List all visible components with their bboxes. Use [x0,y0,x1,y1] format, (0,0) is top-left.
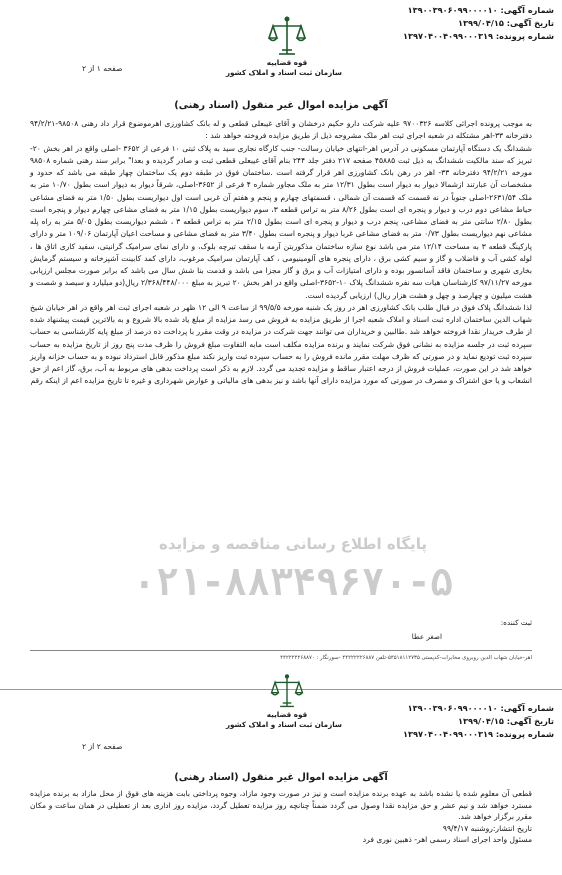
scales-emblem-icon [269,672,305,710]
notice-page-2 [0,700,562,875]
notice-header [403,702,554,741]
registrar-label: ثبت کننده: [500,618,532,627]
notice-paragraph: به موجب پرونده اجرائی کلاسه ۹۷۰۰۳۲۶ علیه شرکت دارو حکیم درخشان و آقای غیبعلی قطعی و له بانک کشاورزی اهرموضوع قرار داد رهنی ۹۸۵۰۸-۹۴/۲/۲۱ دفترخانه ۳۳-اهر مشتکله در شعبه اجرای ثبت اهر ملک مشروحه ذیل از طریق مزایده فروخته خواهد شد : [30,119,532,141]
notice-number: شماره آگهی: ۱۳۹۰۰۳۹۰۶۰۹۹۰۰۰۰۱۰ [407,703,554,713]
page-number: صفحه ۱ از ۲ [82,64,123,73]
file-number: شماره پرونده: ۱۳۹۷۰۴۰۰۴۰۹۹۰۰۰۳۱۹ [403,31,554,41]
org-name-line2: سازمان ثبت اسناد و املاک کشور [225,68,342,77]
notice-paragraph: قطعی آن معلوم شده یا نشده باشد به عهده برنده مزایده است و نیز در صورت وجود مازاد، وجوه پرداختی بابت هزینه های فوق از محل مازاد به برنده مزایده مسترد خواهد شد و نیم عشر و حق مزایده نقدا وصول می گردد ضمناً چنانچه روز مزایده تعطیل گردد، مزایده روز اداری بعد از تعطیلی در همان ساعت و مکان مقرر برگزار خواهد شد. [30,789,532,821]
notice-number: شماره آگهی: ۱۳۹۰۰۳۹۰۶۰۹۹۰۰۰۰۱۰ [407,5,554,15]
page-number: صفحه ۲ از ۲ [82,742,123,751]
notice-date: تاریخ آگهی: ۱۳۹۹/۰۴/۱۵ [457,716,554,726]
judiciary-logo [225,672,342,730]
publish-date: تاریخ انتشار:روشنبه ۹۹/۴/۱۷ [442,823,532,833]
notice-body [30,118,532,388]
scales-emblem-icon [266,14,308,58]
watermark-site-name: پایگاه اطلاع رسانی مناقصه و مزایده [159,535,427,553]
org-name-line1: قوه قضاییه [266,58,308,67]
notice-paragraph: ششدانگ یک دستگاه آپارتمان مسکونی در آدرس اهر-انتهای خیابان رسالت- جنب کارگاه نجاری سید به پلاک ثبتی ۱۰ فرعی از ۳۶۵۲ -اصلی واقع در اهر بخش ۲۰- تبریز که سند مالکیت ششدانگ به ذیل ثبت ۴۵۸۸۵ صفحه ۲۱۷ دفتر جلد ۲۴۴ بنام آقای غیبعلی قطعی ثبت و صادر گردیده و بعدا" برابر سند رهنی شماره ۹۸۵۰۸ مورخه ۹۴/۲/۲۱ دفترخانه ۳۳- اهر در رهن بانک کشاورزی اهر قرار گرفته است .ساختمان فوق در طبقه دوم یک ساختمان چهار طبقه می باشد که حدود و مشخصات آن عبارتند ازشمالا دیوار به دیوار است بطول ۱۲/۳۱ متر به ملک مجاور شماره ۴ فرعی از ۳۶۵۲-اصلی، شرقاً دیوار به دیوار است بطول ۱۰/۷۰ متر به ملک ۲۶۳۱/۵۴-اصلی جنوباً در نه قسمت که قسمت آن شمالی ، قسمتهای چهارم و پنجم و هفتم آن غربی است اول دیواریست بطول ۱/۵۰ متر به فضای مشاعی حیاط مشاعی دوم درب و دیوار و پنجره ای است بطول ۸/۲۶ متر به تراس قطعه ۳، سوم دیواریست بطول ۱/۱۵ متر به فضای مشاعی چهارم دیوار و پنجره است بطول ۲/۸۰ سانتی متر به فضای مشاعی، پنجم درب و دیوار و پنجره ای است بطول ۲/۱۵ متر به تراس قطعه ۳ ، ششم دیواریست بطول ۵/۰۵ متر به راه پله مشاعی نهم دیواریست بطول ۰/۷۳ متر به فضای مشاعی غربا دیوار و پنجره است بطول ۳/۴۰ متر به فضای مشاعی و مساحت اعیان آپارتمان ۱۰۹/۰۶ متر و دارای پارکینگ قطعه ۳ به مساحت ۱۲/۱۴ متر می باشد نوع سازه ساختمان مذکوربتن آرمه با سقف تیرچه بلوک، و دارای نمای سرامیک گرانیتی، سفید کاری اتاق ها ، لوله کشی آب و فاضلاب و گاز و سیم کشی برق ، دارای پنجره های آلومینیومی ، کف آپارتمان سرامیک مرغوب، دارای کمد کابینت آشپزخانه و سیستم گرمایش بخاری شهری و ساختمان فاقد آسانسور بوده و دارای امتیازات آب و برق و گاز مجزا می باشد و قدمت بنا شش سال می باشد که برابر صورت مجلس ارزیابی مورخه ۹۷/۱۱/۲۷ کارشناسان هیات سه نفره ششدانگ پلاک ۱۰-۳۶۵۲-اصلی واقع در اهر بخش ۲۰ تبریز به مبلغ ۲/۳۶۸/۴۴۸/۰۰۰ ریال(دو میلیارد و سیصد و شصت و هشت میلیون و چهارصد و چهل و هشت هزار ریال) ارزیابی گردیده است. [30,143,533,300]
notice-title: آگهی مزایده اموال غیر منقول (اسناد رهنی) [174,100,388,111]
notice-body [30,788,532,846]
notice-date: تاریخ آگهی: ۱۳۹۹/۰۴/۱۵ [457,18,554,28]
registrar-name: اصغر عطا [411,632,442,641]
org-name-line2: سازمان ثبت اسناد و املاک کشور [225,720,342,729]
file-number: شماره پرونده: ۱۳۹۷۰۴۰۰۴۰۹۹۰۰۰۳۱۹ [403,729,554,739]
org-name-line1: قوه قضاییه [266,710,308,719]
officer-signature: مسئول واحد اجرای اسناد رسمی اهر- ذهبین نوری فرد [362,835,532,844]
notice-title: آگهی مزایده اموال غیر منقول (اسناد رهنی) [174,772,388,783]
watermark-phone: ۰۲۱-۸۸۳۴۹۶۷۰-۵ [132,560,454,604]
office-address-footer: اهر-خیابان شهاب الدین روبروی مخابرات-کدپستی ۵۴۵۱۸۱۱۲۷۳۵-تلفن ۴۴۲۲۲۲۲۶۸۸۷ -سورنگار : ۴۴۲۲۲۲۲۶۸۸۷۰ [30,650,532,661]
judiciary-logo [225,14,342,78]
notice-paragraph: لذا ششدانگ پلاک فوق در قبال طلب بانک کشاورزی اهر در روز یک شنبه مورخه ۹۹/۵/۵ از ساعت ۹ الی ۱۲ ظهر در شعبه اجرای ثبت اهر واقع در اهر خیابان شیخ شهاب الدین ساختمان اداره ثبت اسناد و املاک شعبه اجرا از طریق مزایده به فروش می رسد مزایده از مبلغ یاد شده بالا شروع و به بالاترین قیمت پیشنهاد شده از طرف خریدار نقدا فروخته خواهد شد .طالبین و خریداران می توانند جهت شرکت در مزایده در وقت مقرر با پرداخت ده درصد از مبلغ پایه کارشناسی به حساب سپرده ثبت در جلسه مزایده به نشانی فوق شرکت نمایند و برنده مزایده مکلف است مابه التفاوت مبلغ فروش را ظرف مدت پنج روز از تاریخ مزایده به حساب سپرده ثبت تودیع نماید و در صورتی که ظرف مهلت مقرر مانده فروش را به حساب سپرده ثبت واریز نکند مبلغ مذکور قابل استرداد نبوده و به حساب خزانه واریز خواهد شد در این صورت، عملیات فروش از درجه اعتبار ساقط و مزایده تجدید می گردد. لازم به ذکر است پرداخت بدهی های مربوط به آب، برق، گاز اعم از حق انشعاب و یا حق اشتراک و مصرف در صورتی که مورد مزایده دارای آنها باشد و نیز بدهی های مالیاتی و عوارض شهرداری و غیره تا تاریخ مزایده اعم از اینکه رقم [30,302,532,386]
notice-header [403,4,554,43]
